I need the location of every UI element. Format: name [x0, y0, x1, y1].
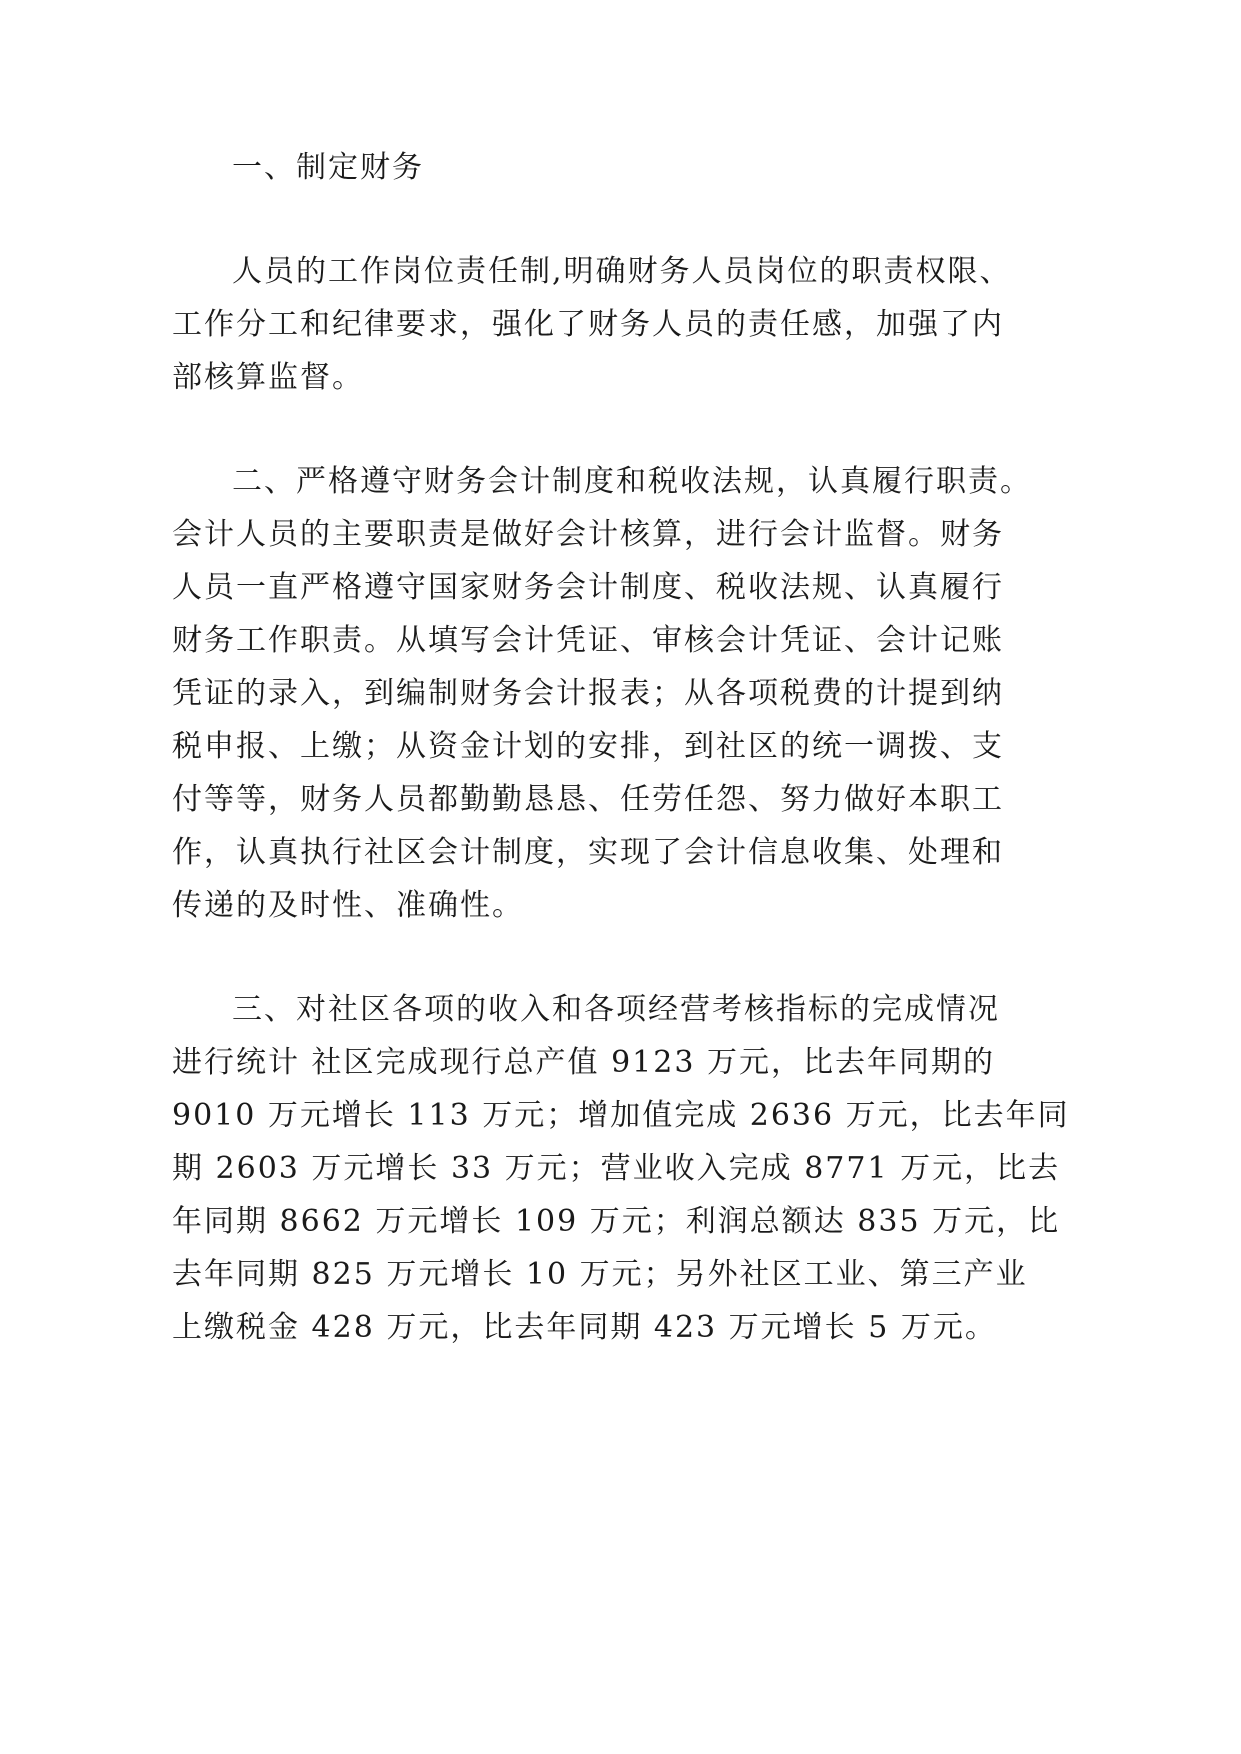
paragraph-line: 期 2603 万元增长 33 万元；营业收入完成 8771 万元，比去 — [172, 1151, 1061, 1186]
heading-section-3: 三、对社区各项的收入和各项经营考核指标的完成情况 — [232, 992, 1000, 1027]
paragraph-line: 上缴税金 428 万元，比去年同期 423 万元增长 5 万元。 — [172, 1310, 997, 1345]
paragraph-line: 9010 万元增长 113 万元；增加值完成 2636 万元，比去年同 — [172, 1098, 1070, 1133]
paragraph-line: 年同期 8662 万元增长 109 万元；利润总额达 835 万元，比 — [172, 1204, 1061, 1239]
heading-section-1: 一、制定财务 — [232, 150, 424, 185]
paragraph-line: 进行统计 社区完成现行总产值 9123 万元，比去年同期的 — [172, 1045, 995, 1080]
paragraph-line: 人员一直严格遵守国家财务会计制度、税收法规、认真履行 — [172, 570, 1004, 605]
paragraph-line: 工作分工和纪律要求，强化了财务人员的责任感，加强了内 — [172, 307, 1004, 342]
paragraph-line: 作，认真执行社区会计制度，实现了会计信息收集、处理和 — [172, 835, 1004, 870]
paragraph-line: 付等等，财务人员都勤勤恳恳、任劳任怨、努力做好本职工 — [172, 782, 1004, 817]
paragraph-line: 去年同期 825 万元增长 10 万元；另外社区工业、第三产业 — [172, 1257, 1028, 1292]
heading-section-2: 二、严格遵守财务会计制度和税收法规，认真履行职责。 — [232, 464, 1032, 499]
paragraph-line: 会计人员的主要职责是做好会计核算，进行会计监督。财务 — [172, 517, 1004, 552]
paragraph-line: 传递的及时性、准确性。 — [172, 888, 524, 923]
paragraph-line: 人员的工作岗位责任制,明确财务人员岗位的职责权限、 — [232, 254, 1012, 289]
paragraph-line: 部核算监督。 — [172, 360, 364, 395]
paragraph-line: 税申报、上缴；从资金计划的安排，到社区的统一调拨、支 — [172, 729, 1004, 764]
paragraph-line: 财务工作职责。从填写会计凭证、审核会计凭证、会计记账 — [172, 623, 1004, 658]
paragraph-line: 凭证的录入，到编制财务会计报表；从各项税费的计提到纳 — [172, 676, 1004, 711]
